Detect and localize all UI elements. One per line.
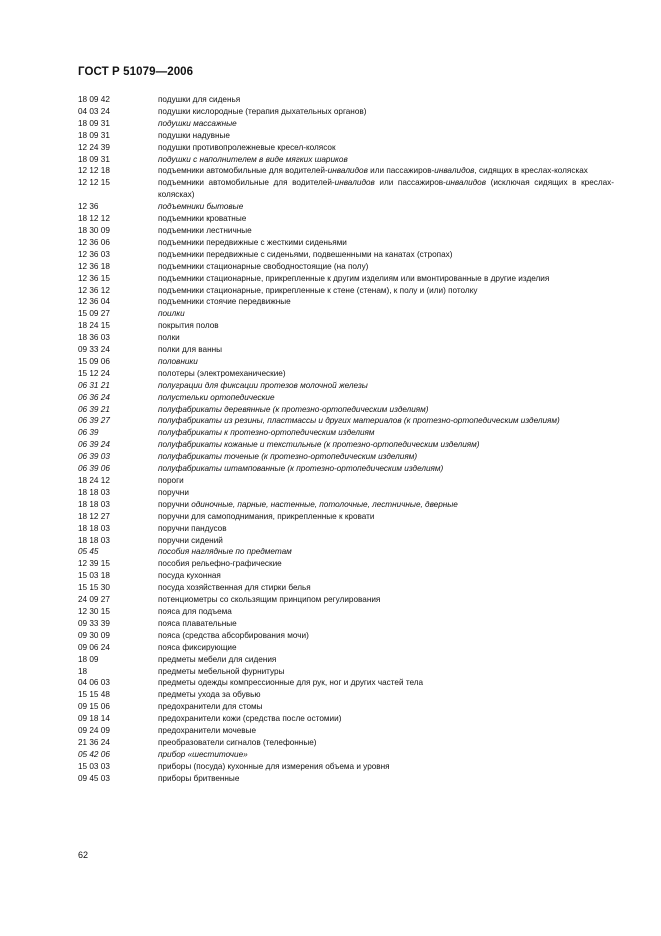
entry-description [158, 94, 614, 106]
entry-description [158, 606, 614, 618]
index-entry [78, 451, 614, 463]
index-entry [78, 344, 614, 356]
entry-code: 18 09 31 [78, 118, 110, 128]
entry-description [158, 201, 614, 213]
index-entry [78, 487, 614, 499]
entry-description [158, 558, 614, 570]
index-entry [78, 106, 614, 118]
index-entry [78, 654, 614, 666]
entry-description [158, 689, 614, 701]
entry-code: 12 39 15 [78, 559, 110, 569]
index-entry [78, 130, 614, 142]
description-segment: посуда хозяйственная для стирки белья [158, 583, 311, 593]
index-entry [78, 415, 614, 427]
index-entry [78, 606, 614, 618]
index-entry [78, 177, 614, 201]
entry-description [158, 154, 614, 166]
description-segment: подъемники стационарные свободностоящие (на полу) [158, 261, 369, 271]
index-entry [78, 499, 614, 511]
entry-code: 18 18 03 [78, 487, 110, 497]
entry-code: 05 42 06 [78, 749, 110, 759]
description-segment: подушки кислородные (терапия дыхательных органов) [158, 106, 367, 116]
entry-description [158, 535, 614, 547]
index-entry [78, 749, 614, 761]
index-entry [78, 594, 614, 606]
entry-code: 12 36 12 [78, 285, 110, 295]
description-segment: подъемники автомобильные для водителей- [158, 166, 328, 176]
index-entry [78, 392, 614, 404]
description-segment: пояса (средства абсорбирования мочи) [158, 630, 309, 640]
entry-code: 06 39 24 [78, 440, 110, 450]
entry-code: 12 36 03 [78, 249, 110, 259]
entry-description [158, 261, 614, 273]
index-entry [78, 237, 614, 249]
index-entry [78, 356, 614, 368]
index-entry [78, 725, 614, 737]
description-segment: поручни [158, 487, 189, 497]
entry-code: 15 03 18 [78, 571, 110, 581]
entry-code: 15 09 27 [78, 309, 110, 319]
entry-description [158, 165, 614, 177]
index-entry [78, 285, 614, 297]
index-entry [78, 308, 614, 320]
index-entry [78, 570, 614, 582]
entry-code: 06 36 24 [78, 392, 110, 402]
description-segment: поручни пандусов [158, 523, 227, 533]
entry-description [158, 677, 614, 689]
entry-description [158, 356, 614, 368]
entry-description [158, 546, 614, 558]
index-entry [78, 511, 614, 523]
index-entry [78, 165, 614, 177]
description-segment: пояса для подъема [158, 606, 232, 616]
index-entry [78, 249, 614, 261]
entry-code: 12 36 [78, 202, 99, 212]
entry-description [158, 380, 614, 392]
description-segment: преобразователи сигналов (телефонные) [158, 737, 317, 747]
entry-code: 18 09 31 [78, 130, 110, 140]
index-entry [78, 261, 614, 273]
entry-code: 18 30 09 [78, 225, 110, 235]
description-segment: полуфабрикаты деревянные (к протезно-ортопедическим изделиям) [158, 404, 429, 414]
index-entry [78, 463, 614, 475]
description-segment: полуфабрикаты кожаные и текстильные (к протезно-ортопедическим изделиям) [158, 440, 480, 450]
entry-description [158, 225, 614, 237]
entry-code: 21 36 24 [78, 737, 110, 747]
entry-description [158, 308, 614, 320]
entry-code: 18 09 [78, 654, 99, 664]
entry-code: 18 18 03 [78, 535, 110, 545]
entry-code: 18 18 03 [78, 523, 110, 533]
description-segment: поручни сидений [158, 535, 223, 545]
entry-code: 09 15 06 [78, 702, 110, 712]
entry-description [158, 404, 614, 416]
entry-description [158, 344, 614, 356]
description-segment: подъемники лестничные [158, 225, 252, 235]
entry-description [158, 773, 614, 785]
entry-description [158, 106, 614, 118]
entry-code: 12 36 15 [78, 273, 110, 283]
entry-code: 18 36 03 [78, 333, 110, 343]
description-segment: пороги [158, 476, 184, 485]
entry-description [158, 237, 614, 249]
index-entry [78, 273, 614, 285]
entry-description [158, 463, 614, 475]
index-entry [78, 154, 614, 166]
entry-description [158, 439, 614, 451]
description-segment: одиночные, парные, настенные, потолочные, лестничные, дверные [191, 499, 458, 509]
description-segment: подъемники стационарные, прикрепленные к другим изделиям или вмонтированные в другие изделия [158, 273, 550, 283]
description-segment: предметы мебели для сидения [158, 654, 277, 664]
entry-description [158, 713, 614, 725]
entry-code: 15 15 48 [78, 690, 110, 700]
entry-code: 06 39 03 [78, 452, 110, 462]
index-entry [78, 713, 614, 725]
description-segment: подъемники кроватные [158, 214, 247, 224]
entry-description [158, 368, 614, 380]
entry-description [158, 142, 614, 154]
entry-description [158, 630, 614, 642]
description-segment: посуда кухонная [158, 571, 221, 581]
description-segment: подъемники передвижные с сиденьями, подвешенными на канатах (стропах) [158, 249, 453, 259]
entry-description [158, 130, 614, 142]
description-segment: полуфабрикаты точеные (к протезно-ортопедическим изделиям) [158, 452, 418, 462]
index-entry [78, 439, 614, 451]
description-segment: предохранители кожи (средства после остомии) [158, 714, 342, 724]
description-segment: подушки с наполнителем в виде мягких шариков [158, 154, 348, 164]
index-entry [78, 618, 614, 630]
entry-code: 09 18 14 [78, 714, 110, 724]
entry-code: 18 09 42 [78, 95, 110, 104]
index-entry [78, 737, 614, 749]
entry-description [158, 392, 614, 404]
description-segment: пояса фиксирующие [158, 642, 237, 652]
description-segment: половники [158, 356, 198, 366]
description-segment: пособия рельефно-графические [158, 559, 282, 569]
entry-description [158, 415, 614, 427]
entry-description [158, 523, 614, 535]
index-entry [78, 225, 614, 237]
entry-code: 06 39 [78, 428, 99, 438]
entry-code: 15 03 03 [78, 761, 110, 771]
index-entry [78, 558, 614, 570]
description-segment: полустельки ортопедические [158, 392, 275, 402]
entry-code: 09 06 24 [78, 642, 110, 652]
index-entry [78, 213, 614, 225]
description-segment: или пассажиров- [374, 178, 446, 188]
description-segment: подъемники стоячие передвижные [158, 297, 291, 307]
entry-description [158, 654, 614, 666]
entry-code: 12 12 18 [78, 166, 110, 176]
entry-description [158, 618, 614, 630]
entry-description [158, 118, 614, 130]
index-entry [78, 475, 614, 487]
document-header: ГОСТ Р 51079—2006 [78, 66, 194, 78]
entry-code: 04 03 24 [78, 106, 110, 116]
index-entry [78, 380, 614, 392]
description-segment: подъемники бытовые [158, 202, 244, 212]
description-segment: инвалидов [334, 178, 375, 188]
entry-description [158, 642, 614, 654]
index-entry [78, 642, 614, 654]
entry-code: 09 33 24 [78, 345, 110, 355]
description-segment: приборы (посуда) кухонные для измерения объема и уровня [158, 761, 390, 771]
entry-description [158, 320, 614, 332]
entry-description [158, 296, 614, 308]
index-entry [78, 535, 614, 547]
entry-code: 06 31 21 [78, 380, 110, 390]
entry-description [158, 725, 614, 737]
entry-code: 04 06 03 [78, 678, 110, 688]
entry-code: 12 36 06 [78, 237, 110, 247]
entry-code: 18 09 31 [78, 154, 110, 164]
description-segment: предметы мебельной фурнитуры [158, 666, 285, 676]
index-entries [78, 94, 614, 785]
entry-description [158, 487, 614, 499]
index-entry [78, 94, 614, 106]
description-segment: потенциометры со скользящим принципом регулирования [158, 595, 381, 605]
index-entry [78, 427, 614, 439]
index-entry [78, 523, 614, 535]
index-entry [78, 142, 614, 154]
entry-code: 05 45 [78, 547, 99, 557]
description-segment: инвалидов [445, 178, 487, 188]
description-segment: или пассажиров- [367, 166, 435, 176]
entry-description [158, 273, 614, 285]
entry-description [158, 511, 614, 523]
description-segment: прибор «шеститочие» [158, 749, 248, 759]
description-segment: подушки массажные [158, 118, 237, 128]
entry-code: 24 09 27 [78, 595, 110, 605]
entry-code: 18 12 12 [78, 214, 110, 224]
index-entry [78, 404, 614, 416]
entry-code: 12 24 39 [78, 142, 110, 152]
entry-description [158, 761, 614, 773]
description-segment: подъемники автомобильные для водителей- [158, 178, 335, 188]
entry-code: 15 09 06 [78, 356, 110, 366]
entry-description [158, 177, 614, 201]
description-segment: , сидящих в креслах-колясках [474, 166, 588, 176]
index-entry [78, 118, 614, 130]
description-segment: подушки надувные [158, 130, 230, 140]
entry-code: 06 39 27 [78, 416, 110, 426]
description-segment: подъемники передвижные с жесткими сиденьями [158, 237, 347, 247]
entry-description [158, 666, 614, 678]
description-segment: поручни [158, 499, 192, 509]
entry-description [158, 570, 614, 582]
description-segment: полотеры (электромеханические) [158, 368, 286, 378]
index-entry [78, 546, 614, 558]
index-entry [78, 666, 614, 678]
index-entry [78, 630, 614, 642]
entry-code: 09 30 09 [78, 630, 110, 640]
entry-description [158, 451, 614, 463]
entry-description [158, 475, 614, 487]
description-segment: покрытия полов [158, 321, 219, 331]
description-segment: пособия наглядные по предметам [158, 547, 292, 557]
index-entry [78, 296, 614, 308]
entry-code: 12 36 18 [78, 261, 110, 271]
page-number: 62 [78, 850, 89, 860]
entry-code: 18 18 03 [78, 499, 110, 509]
description-segment: подъемники стационарные, прикрепленные к стене (стенам), к полу и (или) потолку [158, 285, 478, 295]
description-segment: полуфабрикаты штампованные (к протезно-ортопедическим изделиям) [158, 464, 444, 474]
description-segment: полуфабрикаты из резины, пластмассы и других материалов (к протезно-ортопедическим изделиям) [158, 416, 560, 426]
entry-code: 15 15 30 [78, 583, 110, 593]
index-entry [78, 368, 614, 380]
entry-code: 12 30 15 [78, 606, 110, 616]
index-entry [78, 677, 614, 689]
index-entry [78, 689, 614, 701]
entry-code: 18 24 12 [78, 476, 110, 485]
entry-description [158, 427, 614, 439]
entry-description [158, 594, 614, 606]
index-entry [78, 320, 614, 332]
description-segment: предохранители мочевые [158, 726, 257, 736]
description-segment: предохранители для стомы [158, 702, 263, 712]
entry-description [158, 249, 614, 261]
entry-code: 15 12 24 [78, 368, 110, 378]
description-segment: предметы ухода за обувью [158, 690, 261, 700]
entry-code: 12 12 15 [78, 178, 110, 188]
index-entry [78, 761, 614, 773]
description-segment: инвалидов [327, 166, 368, 176]
description-segment: полуграции для фиксации протезов молочной железы [158, 380, 368, 390]
entry-description [158, 332, 614, 344]
description-segment: подушки для сиденья [158, 95, 241, 104]
description-segment: приборы бритвенные [158, 773, 240, 783]
entry-description [158, 737, 614, 749]
entry-description [158, 285, 614, 297]
entry-description [158, 499, 614, 511]
entry-description [158, 582, 614, 594]
entry-code: 18 24 15 [78, 321, 110, 331]
description-segment: подушки противопролежневые кресел-колясок [158, 142, 336, 152]
entry-code: 18 [78, 666, 88, 676]
index-entry [78, 582, 614, 594]
index-entry [78, 773, 614, 785]
description-segment: поилки [158, 309, 185, 319]
entry-code: 18 12 27 [78, 511, 110, 521]
index-entry [78, 701, 614, 713]
description-segment: полки [158, 333, 180, 343]
description-segment: поручни для самоподнимания, прикрепленные к кровати [158, 511, 375, 521]
description-segment: полки для ванны [158, 345, 223, 355]
description-segment: инвалидов [434, 166, 475, 176]
entry-code: 09 45 03 [78, 773, 110, 783]
entry-code: 09 24 09 [78, 726, 110, 736]
description-segment: (исключая сидящих в креслах-колясках) [158, 178, 615, 200]
entry-code: 09 33 39 [78, 618, 110, 628]
entry-description [158, 749, 614, 761]
entry-description [158, 213, 614, 225]
index-entry [78, 201, 614, 213]
entry-code: 12 36 04 [78, 297, 110, 307]
description-segment: пояса плавательные [158, 618, 237, 628]
entry-code: 06 39 06 [78, 464, 110, 474]
entry-description [158, 701, 614, 713]
description-segment: полуфабрикаты к протезно-ортопедическим изделиям [158, 428, 375, 438]
description-segment: предметы одежды компрессионные для рук, ног и других частей тела [158, 678, 424, 688]
entry-code: 06 39 21 [78, 404, 110, 414]
index-entry [78, 332, 614, 344]
